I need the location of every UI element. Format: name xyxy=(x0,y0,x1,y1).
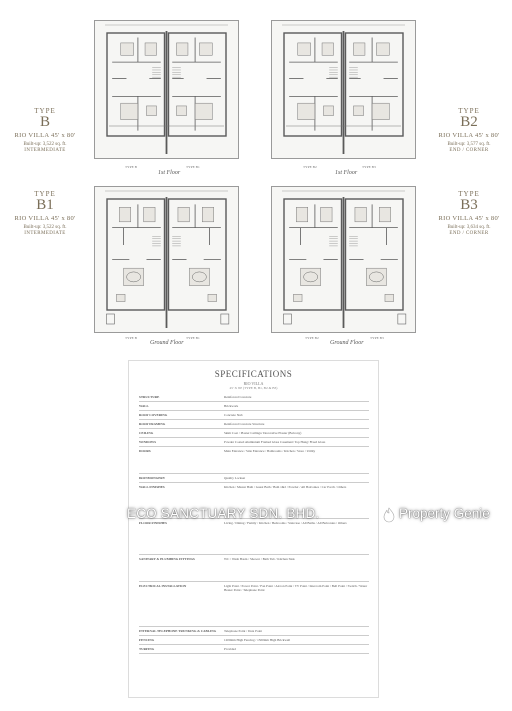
furniture xyxy=(121,43,134,55)
furniture xyxy=(121,103,138,119)
spec-value: Main Entrance / Side Entrance / Bathrooms / Kitchen / Store / Utility xyxy=(224,449,316,453)
watermark-band xyxy=(0,497,512,531)
spec-value: Quality Lockset xyxy=(224,476,246,480)
spec-divider xyxy=(139,419,369,420)
furniture xyxy=(293,294,302,301)
furniture xyxy=(322,43,333,55)
furniture xyxy=(144,207,155,222)
spec-divider xyxy=(139,626,369,627)
spec-value: Provided xyxy=(224,647,236,651)
floor-label: 1st Floor xyxy=(335,170,358,176)
floor-plan-drawing xyxy=(95,187,238,332)
spec-key: CEILING xyxy=(139,431,154,435)
unit-wall-left xyxy=(107,199,165,310)
type-buildup: Built-up: 3,522 sq. ft. xyxy=(23,225,67,230)
spec-key: ROOF COVERING xyxy=(139,413,168,417)
spec-key: TURFING xyxy=(139,647,155,651)
furniture xyxy=(195,103,212,119)
unit-wall-right xyxy=(346,199,404,310)
unit-wall-left xyxy=(284,199,342,310)
furniture xyxy=(376,43,389,55)
spec-key: STRUCTURE xyxy=(139,395,160,399)
spec-divider xyxy=(139,410,369,411)
furniture xyxy=(177,106,187,116)
spec-value: Kitchen / Master Bath / Guest Bath / Bath 1&2 / Powder / All Balconies / Car Porch / Others xyxy=(224,485,347,489)
spec-value: Telephone Point / Data Point xyxy=(224,629,263,633)
floor-label: Ground Floor xyxy=(330,340,364,346)
spec-value: 1200mm High Fencing / 1500mm High Brickwall xyxy=(224,638,291,642)
type-word: TYPE xyxy=(34,107,56,115)
spec-subtitle-types: 45' X 80' (TYPE B, B1, B2 & B3) xyxy=(229,386,278,390)
floor-plan-drawing xyxy=(272,187,415,332)
type-b2-info xyxy=(430,107,508,153)
floor-label: 1st Floor xyxy=(158,170,181,176)
furniture xyxy=(116,294,125,301)
type-position: INTERMEDIATE xyxy=(24,231,66,236)
spec-subtitle: RIO VILLA xyxy=(243,381,264,386)
spec-key: IRONMONGERY xyxy=(139,476,166,480)
furniture xyxy=(146,106,156,116)
type-position: END / CORNER xyxy=(449,148,489,153)
spec-divider xyxy=(139,428,369,429)
furniture xyxy=(199,43,212,55)
furniture xyxy=(321,207,332,222)
type-letter: B xyxy=(39,114,50,130)
spec-key: FENCING xyxy=(139,638,155,642)
floor-label: Ground Floor xyxy=(150,340,184,346)
unit-label: TYPE B1 xyxy=(186,336,200,340)
spec-key: ELECTRICAL INSTALLATION xyxy=(139,584,187,588)
furniture xyxy=(298,43,311,55)
type-model: RIO VILLA 45' x 80' xyxy=(438,132,500,139)
type-model: RIO VILLA 45' x 80' xyxy=(438,215,500,222)
furniture xyxy=(355,207,366,222)
floor-plan-drawing xyxy=(95,21,238,158)
spec-divider xyxy=(139,635,369,636)
spec-divider xyxy=(139,446,369,447)
type-word: TYPE xyxy=(458,190,480,198)
spec-key: FLOOR FINISHES xyxy=(139,521,167,525)
spec-value: Skim Coat / Plaster Ceilings/ Decorative Plaster (Balcony) xyxy=(224,431,302,435)
furniture xyxy=(354,43,365,55)
unit-label: TYPE B2 xyxy=(305,336,319,340)
furniture xyxy=(208,294,217,301)
unit-label: TYPE B xyxy=(125,336,137,340)
type-b-info xyxy=(8,107,82,153)
spec-key: WALL FINISHES xyxy=(139,485,165,489)
spec-key: WINDOWS xyxy=(139,440,157,444)
spec-value: Light Point / Power Point / Fan Point / Aircon Point / TV Point / Intercom Point / Bell Point / Switch / Water Heater Point / Telephone Point xyxy=(224,584,368,592)
spec-title: SPECIFICATIONS xyxy=(214,369,293,379)
type-position: END / CORNER xyxy=(449,231,489,236)
type-buildup: Built-up: 3,577 sq. ft. xyxy=(447,142,491,147)
unit-label: TYPE B3 xyxy=(370,336,384,340)
type-buildup: Built-up: 3,522 sq. ft. xyxy=(23,142,67,147)
floor-plan-drawing xyxy=(272,21,415,158)
type-model: RIO VILLA 45' x 80' xyxy=(14,132,76,139)
furniture xyxy=(372,103,389,119)
spec-divider xyxy=(139,554,369,555)
type-word: TYPE xyxy=(458,107,480,115)
furniture xyxy=(145,43,156,55)
type-b1-info xyxy=(8,190,82,236)
spec-divider xyxy=(139,401,369,402)
furniture xyxy=(323,106,333,116)
gate-post xyxy=(398,314,406,324)
spec-value: WC / Wash Basin / Shower / Bath Tub / Kitchen Sink xyxy=(224,557,295,561)
floor-plan-ground-b xyxy=(94,186,239,333)
spec-divider xyxy=(139,644,369,645)
unit-label: TYPE B3 xyxy=(362,165,376,169)
furniture xyxy=(354,106,364,116)
spec-value: Living / Dining / Family / Kitchen / Bedrooms / Staircase / All Baths / All Balconies / Others xyxy=(224,521,347,525)
type-letter: B1 xyxy=(36,197,54,213)
type-letter: B2 xyxy=(460,114,478,130)
spec-key: ROOF FRAMING xyxy=(139,422,166,426)
furniture xyxy=(379,207,390,222)
spec-value: Concrete Slab xyxy=(224,413,243,417)
furniture xyxy=(177,43,188,55)
furniture xyxy=(202,207,213,222)
spec-value: Brickwork xyxy=(224,404,239,408)
spec-divider xyxy=(139,482,369,483)
gate-post xyxy=(106,314,114,324)
furniture xyxy=(119,207,130,222)
property-genie-watermark: Property Genie xyxy=(399,506,490,521)
furniture xyxy=(178,207,189,222)
type-word: TYPE xyxy=(34,190,56,198)
gate-post xyxy=(283,314,291,324)
unit-label: TYPE B xyxy=(125,165,137,169)
spec-divider xyxy=(139,473,369,474)
spec-value: Reinforced Concrete xyxy=(224,395,252,399)
spec-value: Reinforced Concrete Structure xyxy=(224,422,265,426)
spec-key: WALL xyxy=(139,404,149,408)
floor-plan-first-b xyxy=(94,20,239,159)
furniture xyxy=(298,103,315,119)
type-buildup: Built-up: 3,634 sq. ft. xyxy=(447,225,491,230)
spec-divider xyxy=(139,437,369,438)
type-letter: B3 xyxy=(460,197,478,213)
spec-divider xyxy=(139,581,369,582)
furniture xyxy=(296,207,307,222)
floor-plan-first-b2 xyxy=(271,20,416,159)
spec-value: Powder Coated Aluminium Framed Glass Casement/ Top Hung/ Fixed Glass xyxy=(224,440,326,444)
type-b3-info xyxy=(430,190,508,236)
unit-label: TYPE B2 xyxy=(303,165,317,169)
type-position: INTERMEDIATE xyxy=(24,148,66,153)
spec-key: DOORS xyxy=(139,449,151,453)
floor-plan-ground-b2 xyxy=(271,186,416,333)
spec-divider xyxy=(139,653,369,654)
gate-post xyxy=(221,314,229,324)
unit-wall-right xyxy=(169,199,227,310)
flame-pin-icon xyxy=(381,507,397,523)
furniture xyxy=(385,294,394,301)
type-model: RIO VILLA 45' x 80' xyxy=(14,215,76,222)
spec-key: SANITARY & PLUMBING FITTINGS xyxy=(139,557,195,561)
spec-key: INTERNAL TELEPHONE TRUNKING & CABLING xyxy=(139,629,217,633)
unit-label: TYPE B1 xyxy=(186,165,200,169)
developer-watermark: ECO SANCTUARY SDN. BHD. xyxy=(127,506,320,521)
